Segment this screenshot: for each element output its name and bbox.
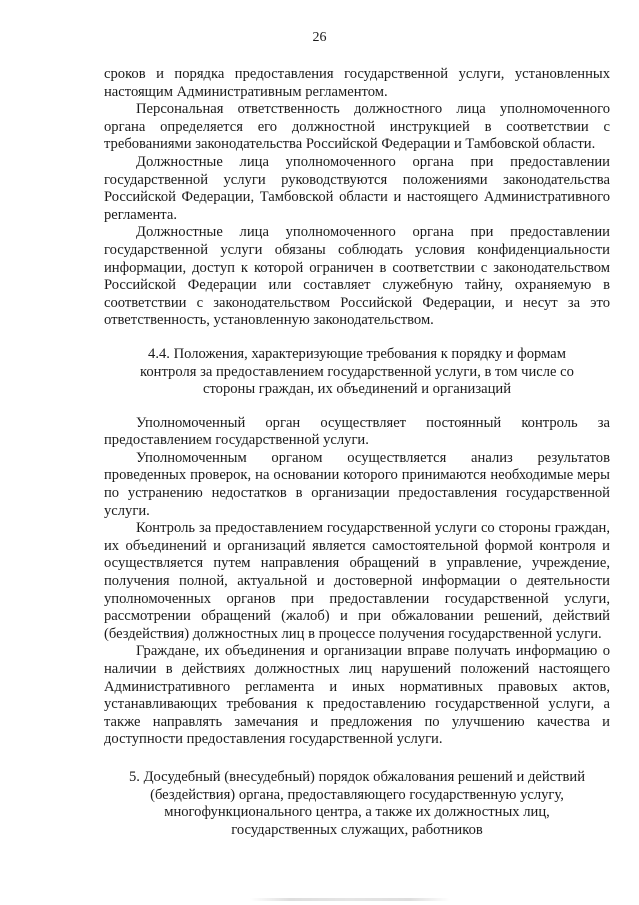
paragraph-citizen-control: Контроль за предоставлением государственной услуги со стороны граждан, их объединений и организаций является самостоятельной формой контроля и осуществляется путем направления обращений в управление, учреждение, получения полной, актуальной и достоверной информации о деятельности уполномоченных органов при предоставлении государственной услуги, рассмотрении обращений (жалоб) и при обжаловании решений, действий (бездействия) должностных лиц в процессе получения государственной услуги.: [104, 520, 610, 642]
paragraph-officials-guidance: Должностные лица уполномоченного органа при предоставлении государственной услуги руководствуются положениями законодательства Российской Федерации, Тамбовской области и настоящего Административного регламента.: [104, 153, 610, 223]
paragraph-continuation: сроков и порядка предоставления государственной услуги, установленных настоящим Административным регламентом.: [104, 66, 610, 100]
heading-line: многофункционального центра, а также их должностных лиц,: [164, 804, 550, 821]
page-number: 26: [312, 30, 327, 45]
section-heading-5: [104, 769, 610, 839]
paragraph-citizen-rights: Граждане, их объединения и организации вправе получать информацию о наличии в действиях должностных лиц нарушений положений настоящего Административного регламента и иных нормативных правовых актов, устанавливающих требования к предоставлению государственной услуги, а также направлять замечания и предложения по улучшению качества и доступности предоставления государственной услуги.: [104, 643, 610, 748]
scan-artifact: [250, 898, 450, 901]
paragraph-confidentiality: Должностные лица уполномоченного органа при предоставлении государственной услуги обязаны соблюдать условия конфиденциальности информации, доступ к которой ограничен в соответствии с законодательством Российской Федерации или составляет служебную тайну, охраняемую в соответствии с законодательством Российской Федерации, и несут за это ответственность, установленную законодательством.: [104, 224, 610, 329]
document-body: [104, 66, 610, 855]
paragraph-analysis: Уполномоченным органом осуществляется анализ результатов проведенных проверок, на основании которого принимаются необходимые меры по устранению недостатков в организации предоставления государственной услуги.: [104, 449, 610, 519]
heading-line: 4.4. Положения, характеризующие требования к порядку и формам: [148, 345, 566, 362]
heading-line: контроля за предоставлением государственной услуги, в том числе со: [140, 363, 574, 380]
heading-line: (бездействия) органа, предоставляющего государственную услугу,: [150, 786, 564, 803]
heading-line: государственных служащих, работников: [231, 821, 483, 838]
paragraph-personal-responsibility: Персональная ответственность должностного лица уполномоченного органа определяется его должностной инструкцией в соответствии с требованиями законодательства Российской Федерации и Тамбовской области.: [104, 101, 610, 153]
heading-line: стороны граждан, их объединений и организаций: [202, 381, 512, 398]
paragraph-permanent-control: Уполномоченный орган осуществляет постоянный контроль за предоставлением государственной услуги.: [104, 414, 610, 449]
section-heading-4-4: [104, 346, 610, 399]
heading-line: 5. Досудебный (внесудебный) порядок обжалования решений и действий: [128, 768, 586, 785]
